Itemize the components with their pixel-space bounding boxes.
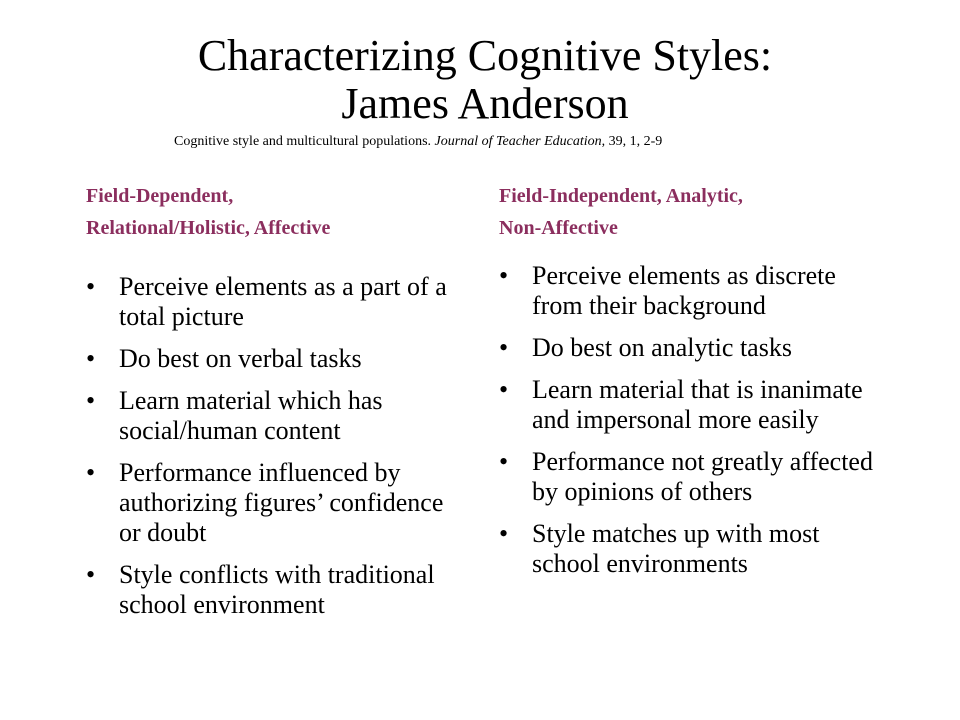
citation	[174, 133, 874, 151]
right-bullet-list	[499, 261, 879, 591]
bullet-icon: •	[499, 333, 509, 362]
slide-title	[0, 32, 960, 128]
list-item	[86, 458, 456, 548]
bullet-text: Learn material which has social/human content	[119, 386, 383, 445]
list-item	[499, 447, 879, 507]
bullet-text: Do best on analytic tasks	[532, 333, 792, 362]
list-item	[86, 386, 456, 446]
bullet-icon: •	[499, 447, 509, 476]
list-item	[499, 261, 879, 321]
bullet-icon: •	[86, 272, 96, 301]
list-item	[86, 344, 456, 374]
bullet-text: Style conflicts with traditional school environment	[119, 560, 435, 619]
bullet-text: Perceive elements as a part of a total picture	[119, 272, 447, 331]
citation-journal: Journal of Teacher Education	[434, 134, 602, 149]
bullet-icon: •	[86, 560, 96, 589]
bullet-icon: •	[499, 519, 509, 548]
bullet-icon: •	[86, 344, 96, 373]
bullet-icon: •	[86, 458, 96, 487]
citation-volume: , 39, 1, 2-9	[601, 134, 663, 149]
list-item	[499, 333, 879, 363]
right-column-heading	[499, 180, 919, 244]
list-item	[499, 519, 879, 579]
left-heading-line2: Relational/Holistic, Affective	[86, 217, 331, 239]
bullet-text: Style matches up with most school environments	[532, 519, 820, 578]
slide-title-line1: Characterizing Cognitive Styles:	[197, 31, 773, 80]
bullet-text: Performance influenced by authorizing figures’ confidence or doubt	[119, 458, 444, 547]
list-item	[86, 560, 456, 620]
bullet-text: Do best on verbal tasks	[119, 344, 362, 373]
list-item	[499, 375, 879, 435]
citation-text: Cognitive style and multicultural populations.	[174, 134, 432, 149]
bullet-text: Performance not greatly affected by opinions of others	[532, 447, 873, 506]
left-heading-line1: Field-Dependent,	[86, 185, 234, 207]
bullet-text: Perceive elements as discrete from their background	[532, 261, 836, 320]
bullet-icon: •	[499, 261, 509, 290]
bullet-icon: •	[86, 386, 96, 415]
bullet-text: Learn material that is inanimate and impersonal more easily	[532, 375, 863, 434]
slide-title-line2: James Anderson	[341, 79, 629, 128]
right-heading-line1: Field-Independent, Analytic,	[499, 185, 743, 207]
left-bullet-list	[86, 272, 456, 632]
bullet-icon: •	[499, 375, 509, 404]
right-heading-line2: Non-Affective	[499, 217, 618, 239]
left-column-heading	[86, 180, 486, 244]
list-item	[86, 272, 456, 332]
